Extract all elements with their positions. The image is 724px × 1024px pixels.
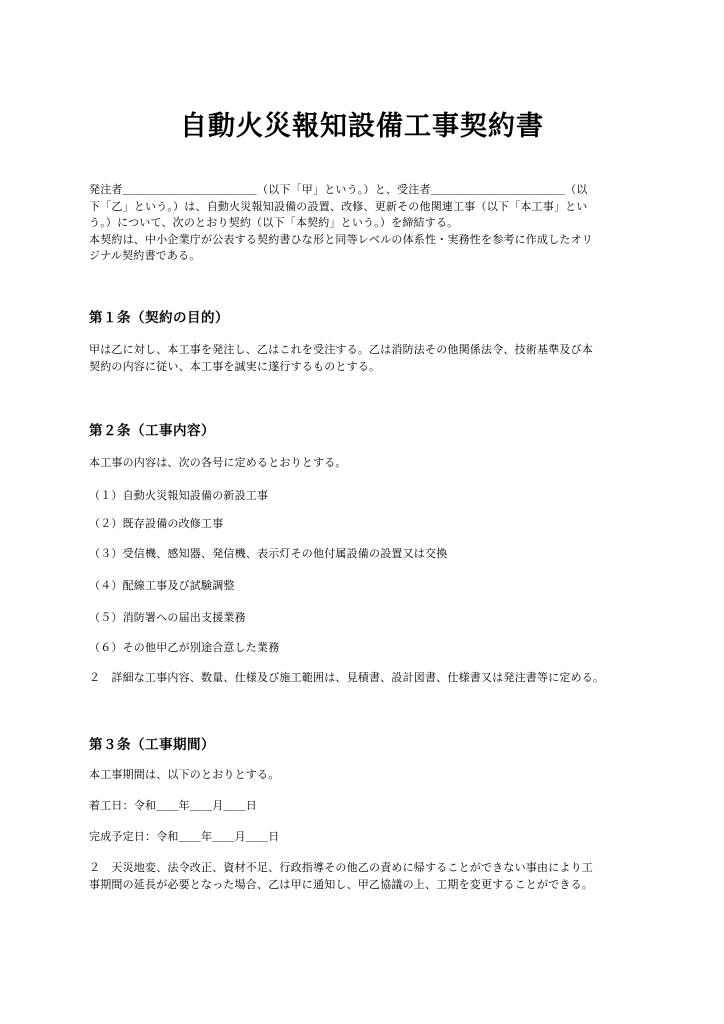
- list-item: （６）その他甲乙が別途合意した業務: [89, 641, 280, 654]
- article-lead: 本工事の内容は、次の各号に定めるとおりとする。: [89, 456, 347, 469]
- document-title: 自動火災報知設備工事契約書: [180, 111, 544, 142]
- completion-date-line: 完成予定日：令和＿＿年＿＿月＿＿日: [89, 830, 280, 843]
- intro-line: 下「乙」という。）は、自動火災報知設備の設置、改修、更新その他関連工事（以下「本工事」とい: [89, 199, 588, 213]
- article-line: ２ 天災地変、法令改正、資材不足、行政指導その他乙の責めに帰することができない事由により工: [89, 861, 593, 874]
- article-heading: 第２条（工事内容）: [89, 423, 215, 439]
- list-item: （４）配線工事及び試験調整: [89, 579, 235, 592]
- intro-line: ジナル契約書である。: [89, 249, 201, 262]
- intro-line: う。）について、次のとおり契約（以下「本契約」という。）を締結する。: [89, 216, 459, 229]
- article-line: 甲は乙に対し、本工事を発注し、乙はこれを受注する。乙は消防法その他関係法令、技術基準及び本: [89, 343, 593, 356]
- list-item: （５）消防署への届出支援業務: [89, 611, 246, 624]
- article-heading: 第３条（工事期間）: [89, 737, 215, 753]
- article-line: 契約の内容に従い、本工事を誠実に遂行するものとする。: [89, 359, 381, 373]
- article-paragraph: ２ 詳細な工事内容、数量、仕様及び施工範囲は、見積書、設計図書、仕様書又は発注書等に定める。: [89, 671, 605, 684]
- start-date-line: 着工日：令和＿＿年＿＿月＿＿日: [89, 799, 257, 812]
- list-item: （３）受信機、感知器、発信機、表示灯その他付属設備の設置又は交換: [89, 547, 448, 560]
- list-item: （２）既存設備の改修工事: [89, 517, 224, 530]
- article-line: 事期間の延長が必要となった場合、乙は甲に通知し、甲乙協議の上、工期を変更することができる。: [89, 877, 593, 891]
- article-lead: 本工事期間は、以下のとおりとする。: [89, 768, 280, 781]
- article-heading: 第１条（契約の目的）: [89, 310, 229, 326]
- intro-line: 発注者＿＿＿＿＿＿＿＿＿＿＿＿（以下「甲」という。）と、受注者＿＿＿＿＿＿＿＿＿＿＿＿（以: [89, 183, 588, 196]
- list-item: （１）自動火災報知設備の新設工事: [89, 489, 269, 502]
- intro-line: 本契約は、中小企業庁が公表する契約書ひな形と同等レベルの体系性・実務性を参考に作成したオリ: [89, 232, 593, 246]
